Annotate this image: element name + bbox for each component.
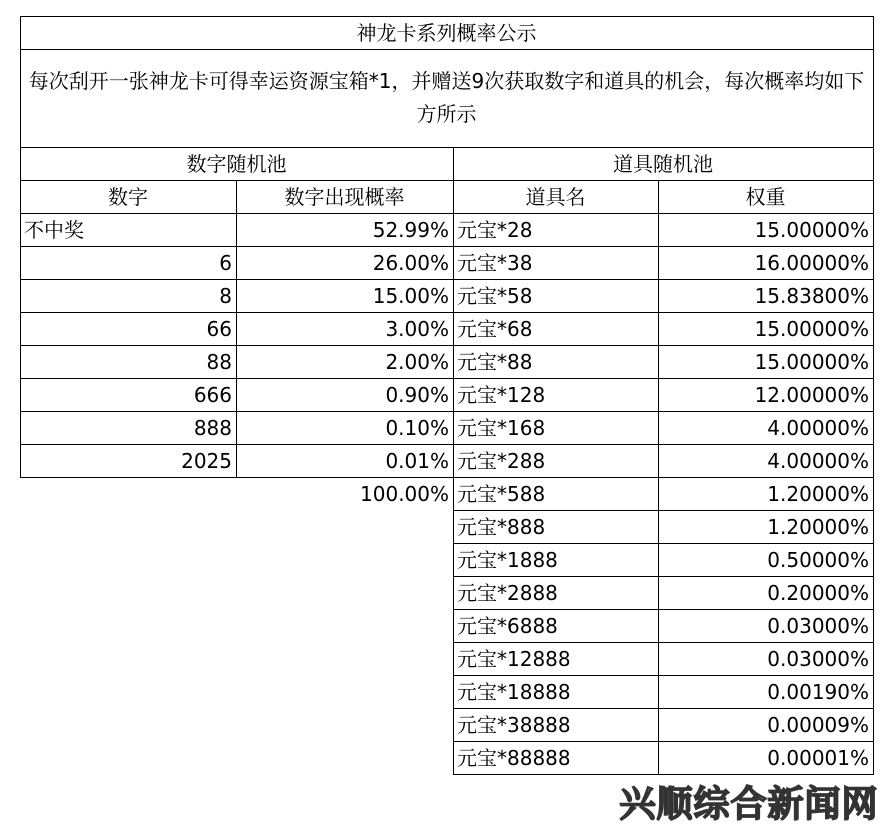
number-cell: 2025 (181, 448, 232, 473)
number-prob-cell: 52.99% (372, 217, 449, 242)
number-prob-cell: 3.00% (385, 316, 449, 341)
col-header-weight: 权重 (745, 184, 786, 209)
number-cell: 6 (219, 250, 232, 275)
grid-line (236, 180, 237, 477)
item-weight-cell: 4.00000% (767, 448, 869, 473)
item-weight-cell: 0.00009% (767, 712, 869, 737)
grid-line (453, 345, 874, 346)
item-name-cell: 元宝*38 (457, 250, 533, 275)
grid-line (20, 477, 453, 478)
grid-line (453, 642, 874, 643)
grid-line (453, 411, 874, 412)
grid-line (453, 378, 874, 379)
grid-line (453, 246, 874, 247)
number-cell: 66 (206, 316, 232, 341)
number-prob-cell: 26.00% (372, 250, 449, 275)
number-prob-cell: 0.01% (385, 448, 449, 473)
item-name-cell: 元宝*888 (457, 514, 546, 539)
item-pool-header: 道具随机池 (613, 151, 713, 176)
grid-line (453, 675, 874, 676)
grid-line (453, 312, 874, 313)
grid-line (453, 609, 874, 610)
grid-line (453, 477, 874, 478)
item-name-cell: 元宝*12888 (457, 646, 571, 671)
watermark-text: 兴顺综合新闻网 (619, 783, 879, 825)
number-cell: 88 (206, 349, 232, 374)
item-name-cell: 元宝*6888 (457, 613, 558, 638)
item-weight-cell: 0.20000% (767, 580, 869, 605)
grid-line (453, 147, 454, 775)
item-name-cell: 元宝*588 (457, 481, 546, 506)
grid-line (453, 741, 874, 742)
item-weight-cell: 12.00000% (754, 382, 869, 407)
grid-line (20, 16, 21, 478)
item-weight-cell: 0.03000% (767, 646, 869, 671)
item-weight-cell: 1.20000% (767, 514, 869, 539)
item-name-cell: 元宝*18888 (457, 679, 571, 704)
number-prob-cell: 15.00% (372, 283, 449, 308)
page-title: 神龙卡系列概率公示 (356, 21, 537, 45)
grid-line (453, 576, 874, 577)
item-weight-cell: 0.00001% (767, 745, 869, 770)
item-name-cell: 元宝*68 (457, 316, 533, 341)
grid-line (453, 708, 874, 709)
item-name-cell: 元宝*88888 (457, 745, 571, 770)
grid-line (658, 180, 659, 774)
item-name-cell: 元宝*2888 (457, 580, 558, 605)
item-weight-cell: 1.20000% (767, 481, 869, 506)
grid-line (20, 180, 874, 181)
item-weight-cell: 15.83800% (754, 283, 869, 308)
item-weight-cell: 0.00190% (767, 679, 869, 704)
number-cell: 666 (193, 382, 232, 407)
item-weight-cell: 16.00000% (754, 250, 869, 275)
number-prob-cell: 0.90% (385, 382, 449, 407)
item-weight-cell: 15.00000% (754, 349, 869, 374)
item-name-cell: 元宝*88 (457, 349, 533, 374)
number-prob-cell: 0.10% (385, 415, 449, 440)
number-pool-header: 数字随机池 (186, 151, 287, 176)
col-header-prob: 数字出现概率 (284, 184, 405, 209)
number-cell: 8 (219, 283, 232, 308)
grid-line (20, 16, 874, 17)
item-name-cell: 元宝*38888 (457, 712, 571, 737)
item-name-cell: 元宝*288 (457, 448, 546, 473)
grid-line (20, 49, 874, 50)
item-name-cell: 元宝*168 (457, 415, 546, 440)
number-cell: 888 (193, 415, 232, 440)
col-header-item-name: 道具名 (525, 184, 586, 209)
grid-line (453, 510, 874, 511)
description-text: 每次刮开一张神龙卡可得幸运资源宝箱*1，并赠送9次获取数字和道具的机会，每次概率均如下方所示 (28, 69, 865, 126)
item-weight-cell: 15.00000% (754, 316, 869, 341)
item-name-cell: 元宝*1888 (457, 547, 558, 572)
grid-line (20, 213, 874, 214)
item-name-cell: 元宝*28 (457, 217, 533, 242)
item-weight-cell: 0.50000% (767, 547, 869, 572)
number-prob-total: 100.00% (360, 481, 449, 506)
grid-line (453, 279, 874, 280)
item-weight-cell: 15.00000% (754, 217, 869, 242)
item-name-cell: 元宝*58 (457, 283, 533, 308)
grid-line (20, 147, 874, 148)
grid-line (453, 444, 874, 445)
number-cell: 不中奖 (24, 217, 84, 242)
col-header-number: 数字 (108, 184, 148, 209)
grid-line (453, 543, 874, 544)
item-weight-cell: 0.03000% (767, 613, 869, 638)
number-prob-cell: 2.00% (385, 349, 449, 374)
item-weight-cell: 4.00000% (767, 415, 869, 440)
grid-line (873, 16, 874, 775)
item-name-cell: 元宝*128 (457, 382, 546, 407)
